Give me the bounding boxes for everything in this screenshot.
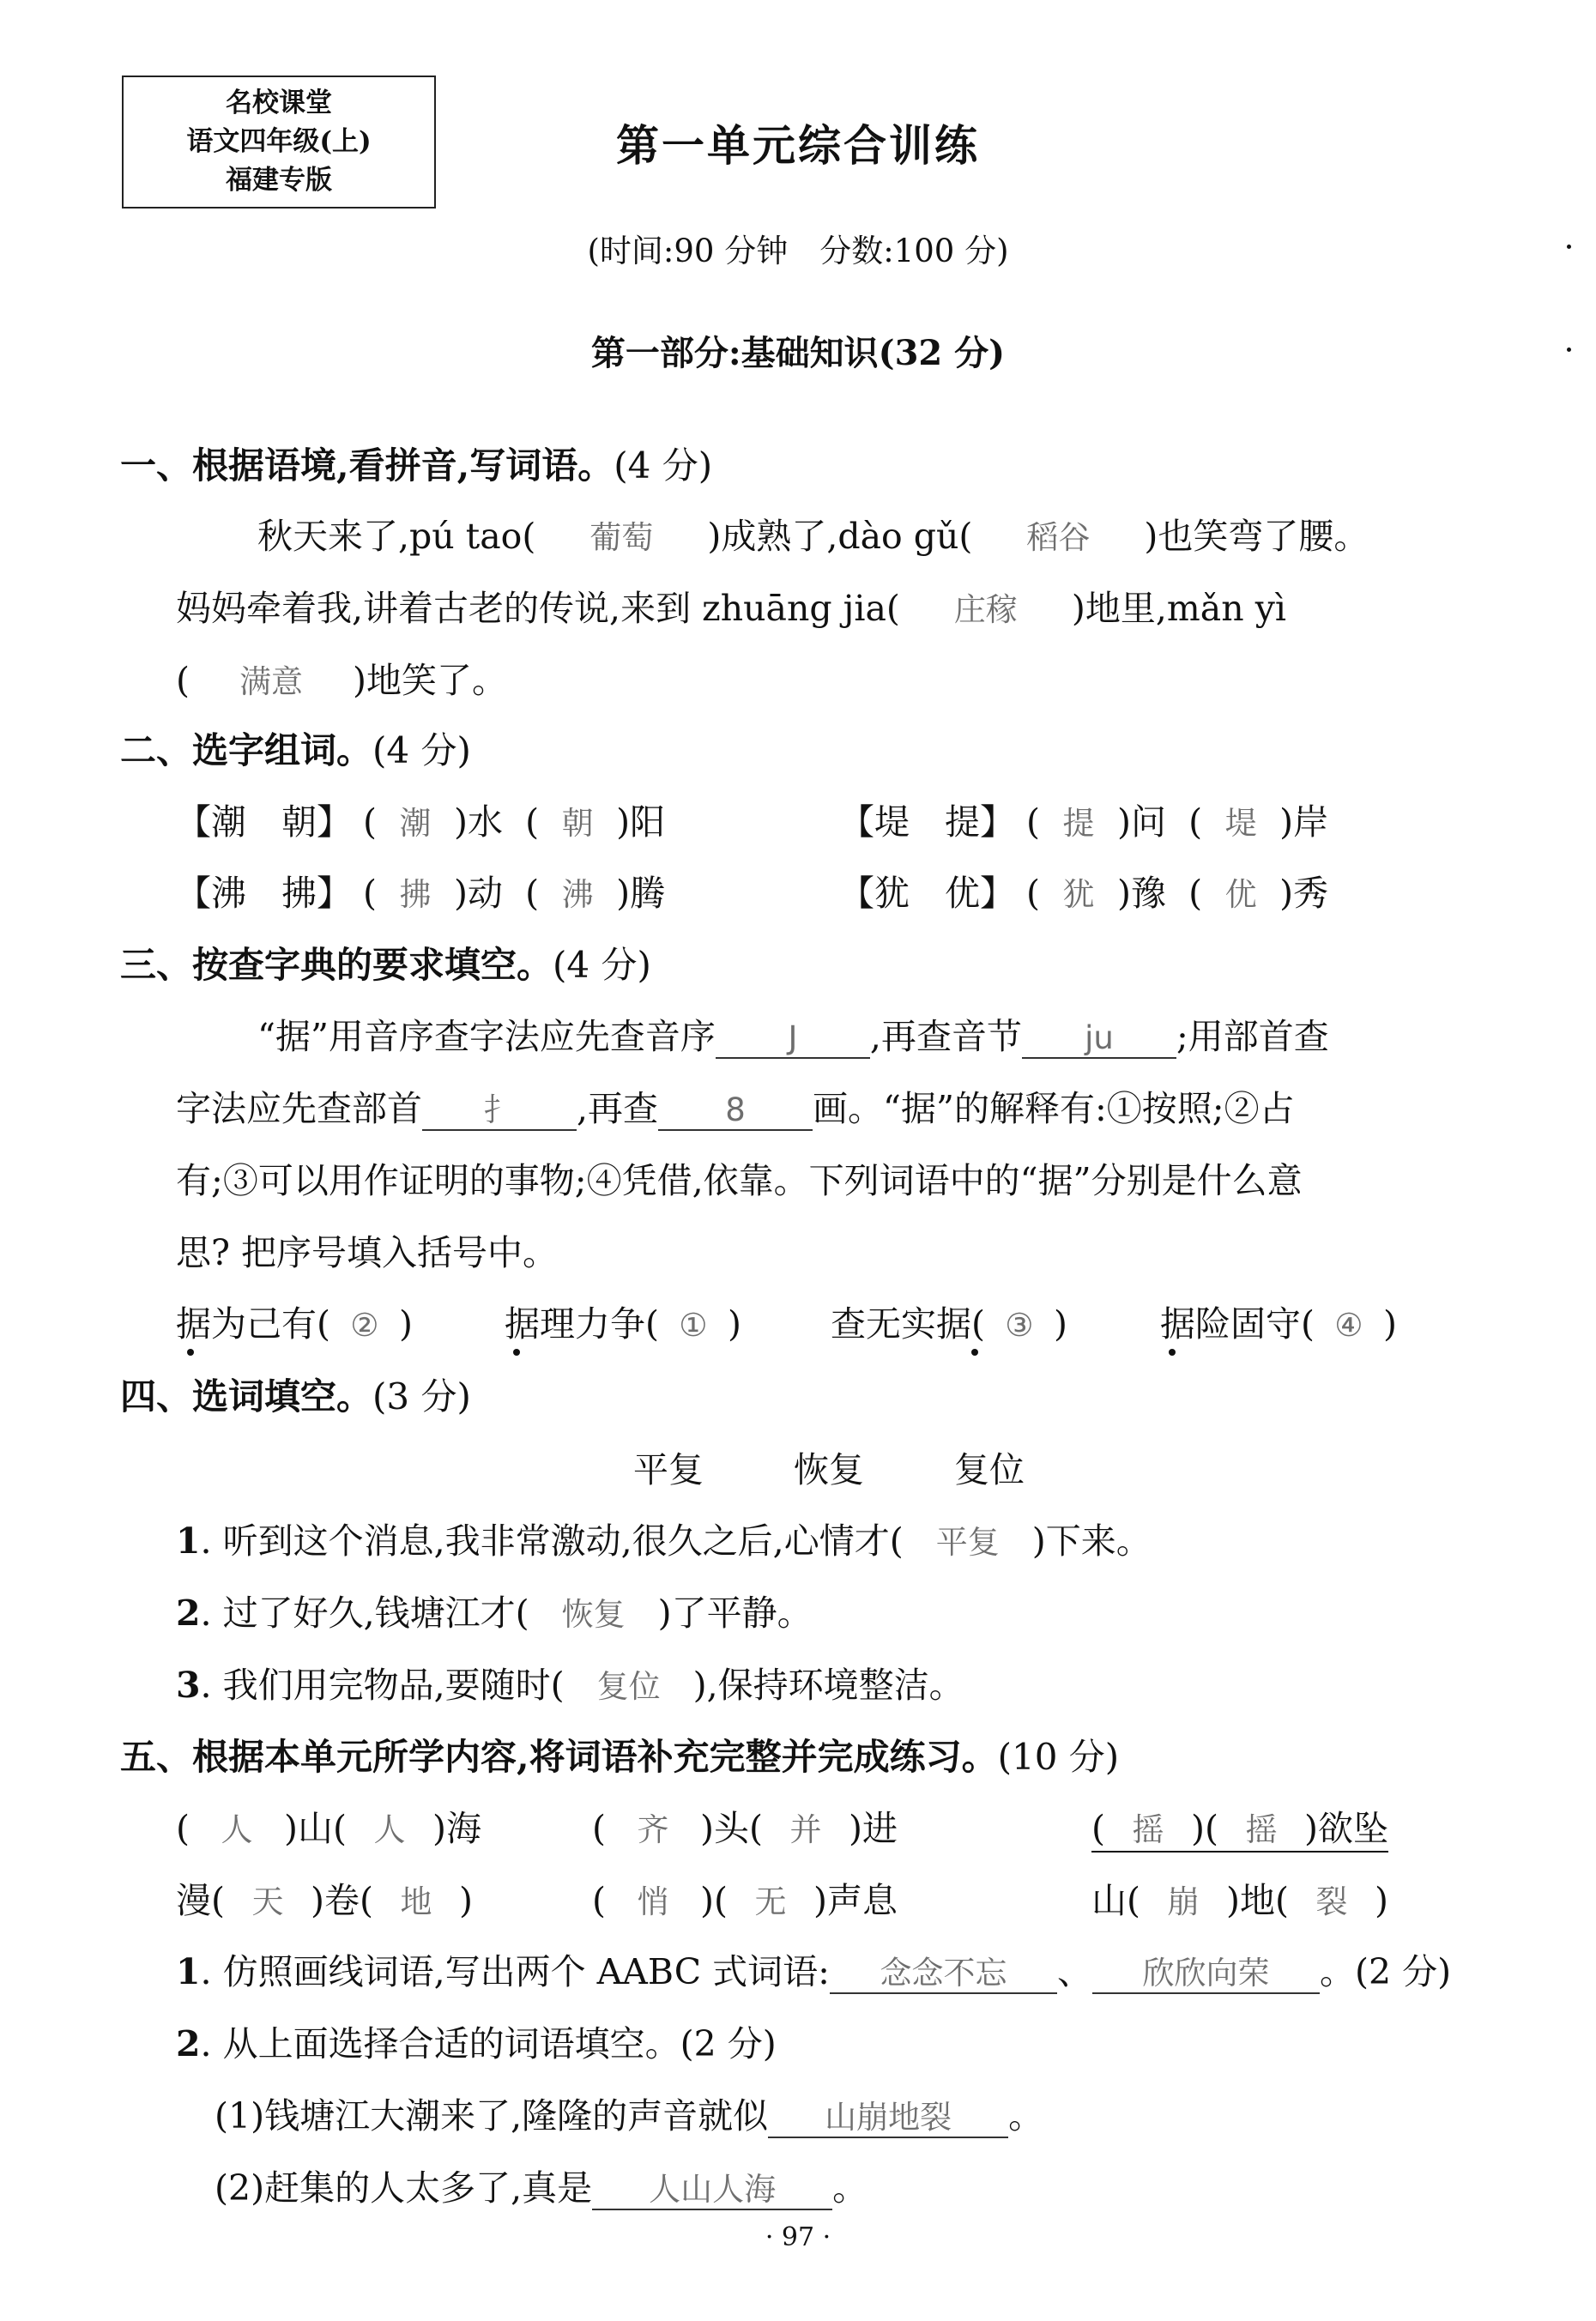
heading-text: 二、选字组词。 [120,729,373,771]
q2-group-1: 【潮 朝】 ( 潮 )水 ( 朝 )阳 [176,794,665,844]
answer: 庄稼 [953,591,1018,628]
answer: 裂 [1315,1883,1348,1920]
emphasis-dot [1169,1349,1176,1356]
idiom-1: ( 人 )山( 人 )海 [176,1800,481,1851]
answer-blank: 人山人海 [592,2171,832,2210]
question-5-heading [120,1729,1119,1780]
answer-blank: 欣欣向荣 [1092,1955,1320,1994]
q2-group-2: 【堤 提】 ( 提 )问 ( 堤 )岸 [839,794,1328,844]
emphasis-dot [513,1349,520,1356]
answer: 摇 [1245,1811,1278,1848]
answer: ① [679,1307,708,1344]
page-number: · 97 · [765,2222,831,2252]
question-1-heading [120,438,712,489]
idiom-3-underlined: ( 摇 )( 摇 )欲坠 [1091,1800,1388,1853]
q4-sentence-2: 2. 过了好久,钱塘江才( 恢复 )了平静。 [176,1585,813,1635]
answer-blank: ju [1022,1019,1176,1059]
answer: 优 [1224,876,1257,913]
text: 妈妈牵着我,讲着古老的传说,来到 zhuāng jia( [176,588,900,629]
q2-group-3: 【沸 拂】 ( 拂 )动 ( 沸 )腾 [176,865,665,916]
answer: 拂 [399,876,432,913]
q5-exercise-2-1: (1)钱塘江大潮来了,隆隆的声音就似 山崩地裂 。 [215,2095,1044,2137]
q5-exercise-2: 2. 从上面选择合适的词语填空。(2 分) [176,2023,777,2064]
answer: ③ [1005,1307,1034,1344]
char-pair: 【堤 提】 [839,801,1015,843]
emphasis-dot [187,1349,194,1356]
q5-exercise-1: 1. 仿照画线词语,写出两个 AABC 式词语: 念念不忘 、 欣欣向荣 。(2 分) [176,1951,1452,1992]
idiom-2: ( 齐 )头( 并 )进 [592,1800,898,1851]
question-4-heading [120,1369,471,1420]
margin-dot [1567,245,1571,249]
text: )地笑了。 [353,660,507,701]
answer: 满意 [239,663,303,700]
text: )也笑弯了腰。 [1144,516,1369,557]
q1-line-2 [176,580,1286,631]
emphasis-dot [971,1349,978,1356]
part-heading: 第一部分:基础知识(32 分) [590,333,1006,373]
text: ( [176,660,190,701]
char-pair: 【犹 优】 [839,873,1015,914]
points: (4 分) [614,444,713,487]
exam-info: (时间:90 分钟 分数:100 分) [587,233,1009,269]
question-2-heading [120,722,471,774]
answer: 潮 [399,805,432,842]
answer: 葡萄 [589,519,654,556]
answer: 复位 [596,1668,661,1705]
answer: 朝 [561,805,594,842]
text: )地里,mǎn yì [1071,588,1286,629]
q4-sentence-1: 1. 听到这个消息,我非常激动,很久之后,心情才( 平复 )下来。 [176,1513,1152,1563]
q4-sentence-3: 3. 我们用完物品,要随时( 复位 ),保持环境整洁。 [176,1657,964,1708]
idiom-5: ( 悄 )( 无 )声息 [592,1872,898,1923]
answer: 恢复 [561,1596,626,1633]
badge-line-1: 名校课堂 [226,88,332,118]
heading-text: 一、根据语境,看拼音,写词语。 [120,444,614,487]
q3-words [176,1296,413,1346]
answer: 稻谷 [1026,519,1091,556]
answer-blank: 8 [658,1091,813,1131]
answer: 崩 [1167,1883,1200,1920]
q1-line-3 [176,652,507,703]
word-option: 平复 [633,1449,704,1490]
badge-line-3: 福建专版 [226,165,332,196]
heading-text: 五、根据本单元所学内容,将词语补充完整并完成练习。 [120,1736,998,1778]
idiom-6: 山( 崩 )地( 裂 ) [1091,1872,1388,1923]
points: (10 分) [997,1736,1120,1778]
q5-exercise-2-2: (2)赶集的人太多了,真是 人山人海 。 [215,2167,868,2209]
heading-text: 三、按查字典的要求填空。 [120,944,553,986]
q3-line-2: 字法应先查部首 扌 ,再查 8 画。“据”的解释有:①按照;②占 [176,1088,1295,1129]
text: )成熟了,dào gǔ( [707,516,973,557]
heading-text: 四、选词填空。 [120,1375,373,1417]
answer-blank: J [716,1019,870,1059]
q3-words: 据险固守( ④ ) [1160,1303,1397,1345]
answer: 摇 [1132,1811,1164,1848]
answer-blank: 念念不忘 [830,1955,1057,1994]
q3-words: 据理力争( ① ) [505,1303,741,1345]
answer: 犹 [1062,876,1095,913]
q3-line-4: 思? 把序号填入括号中。 [176,1232,559,1273]
answer: 平复 [935,1524,1000,1561]
answer-blank: 山崩地裂 [768,2099,1008,2138]
answer: 地 [400,1883,432,1920]
word-1: 据为己有( ② ) [176,1303,413,1345]
q2-group-4: 【犹 优】 ( 犹 )豫 ( 优 )秀 [839,865,1328,916]
badge-line-2: 语文四年级(上) [186,126,372,157]
answer: 沸 [561,876,594,913]
question-3-heading [120,937,651,988]
points: (4 分) [553,944,651,986]
answer: 人 [373,1811,406,1848]
q3-line-3: 有;③可以用作证明的事物;④凭借,依靠。下列词语中的“据”分别是什么意 [176,1160,1303,1201]
answer: 人 [221,1811,253,1848]
answer: 并 [789,1811,822,1848]
q3-line-1: “据”用音序查字法应先查音序 J ,再查音节 ju ;用部首查 [257,1016,1329,1057]
word-option: 恢复 [794,1449,864,1490]
idiom-4: 漫( 天 )卷( 地 ) [176,1872,473,1923]
q1-line-1 [257,508,1369,559]
char-pair: 【沸 拂】 [176,873,352,914]
word-option: 复位 [954,1449,1025,1490]
points: (3 分) [372,1375,471,1417]
page-title: 第一单元综合训练 [616,120,980,171]
answer: 天 [251,1883,284,1920]
answer: 齐 [637,1811,669,1848]
text: 秋天来了,pú tao( [257,516,536,557]
answer-blank: 扌 [422,1091,577,1131]
answer: 无 [754,1883,787,1920]
answer: 堤 [1224,805,1257,842]
answer: ④ [1334,1307,1363,1344]
q3-words: 查无实据( ③ ) [831,1303,1067,1345]
answer: ② [350,1307,379,1344]
points: (4 分) [372,729,471,771]
answer: 悄 [637,1883,669,1920]
char-pair: 【潮 朝】 [176,801,352,843]
answer: 提 [1062,805,1095,842]
